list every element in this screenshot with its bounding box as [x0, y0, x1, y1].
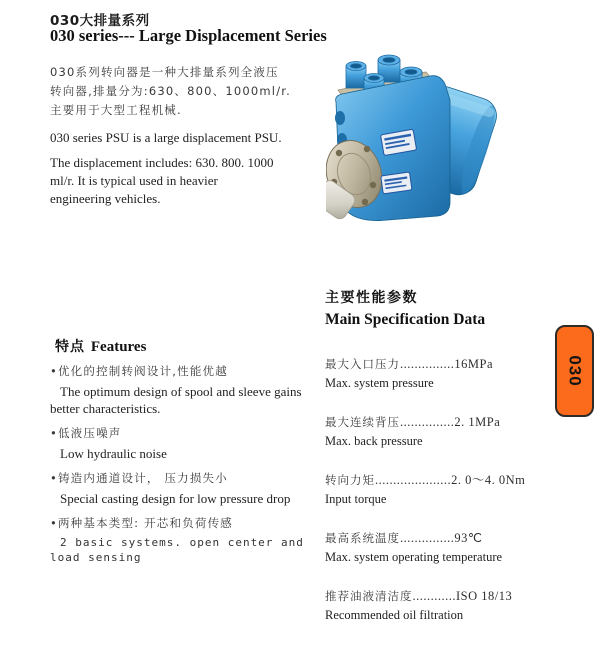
spec-label-en: Max. system operating temperature: [325, 550, 503, 564]
feature-en: Special casting design for low pressure drop: [60, 491, 291, 506]
feature-zh: •铸造内通道设计， 压力损失小: [50, 471, 228, 485]
spec-label-en: Input torque: [325, 492, 387, 506]
spec-dots: ...............: [400, 357, 455, 371]
feature-item: [50, 468, 308, 507]
hydraulic-steering-unit-image: [326, 52, 526, 232]
features-list: [50, 361, 308, 571]
series-index-tab: [555, 325, 594, 417]
product-photo: [326, 52, 526, 232]
intro-en2-line: engineering vehicles.: [50, 191, 161, 206]
intro-zh-line: 转向器,排量分为:630、800、1000ml/r.: [50, 84, 291, 98]
spec-dots: .....................: [375, 473, 452, 487]
spec-value: ISO 18/13: [456, 589, 513, 603]
specs-heading-zh: 主要性能参数: [325, 290, 418, 306]
feature-zh: •低液压噪声: [50, 426, 122, 440]
feature-en: Low hydraulic noise: [60, 446, 167, 461]
spec-item: [325, 528, 560, 566]
intro-zh-line: 030系列转向器是一种大排量系列全液压: [50, 65, 279, 79]
intro-zh-line: 主要用于大型工程机械.: [50, 103, 182, 117]
spec-item: [325, 412, 560, 450]
intro-en2-line: ml/r. It is typical used in heavier: [50, 173, 218, 188]
features-heading-en: Features: [90, 339, 147, 355]
specs-list: [325, 354, 560, 644]
feature-zh: •优化的控制转阀设计,性能优越: [50, 364, 228, 378]
spec-label-zh: 转向力矩: [325, 473, 375, 487]
spec-label-zh: 推荐油液清洁度: [325, 589, 413, 603]
spec-dots: ...............: [400, 531, 455, 545]
spec-item: [325, 586, 560, 624]
feature-en: The optimum design of spool and sleeve gains better characteristics.: [50, 384, 302, 416]
feature-item: [50, 361, 308, 417]
specs-heading-en: Main Specification Data: [325, 311, 486, 328]
spec-label-en: Max. system pressure: [325, 376, 434, 390]
spec-label-en: Max. back pressure: [325, 434, 423, 448]
feature-item: [50, 513, 308, 565]
spec-value: 16MPa: [454, 357, 493, 371]
page-title-zh: 030大排量系列: [50, 13, 150, 29]
spec-item: [325, 470, 560, 508]
intro-paragraph-en1: 030 series PSU is a large displacement PSU.: [50, 130, 282, 145]
spec-value: 93℃: [454, 531, 483, 545]
spec-dots: ...............: [400, 415, 455, 429]
intro-paragraph-zh: [50, 63, 330, 120]
feature-zh: •两种基本类型: 开芯和负荷传感: [50, 516, 234, 530]
series-index-tab-label: 030: [565, 355, 585, 387]
features-heading: [55, 336, 146, 356]
spec-dots: ............: [412, 589, 456, 603]
spec-value: 2. 1MPa: [454, 415, 501, 429]
spec-label-zh: 最大连续背压: [325, 415, 400, 429]
features-heading-zh: 特点: [55, 339, 85, 355]
spec-label-zh: 最大入口压力: [325, 357, 400, 371]
page-title-en: 030 series--- Large Displacement Series: [50, 26, 327, 45]
spec-value: 2. 0～4. 0Nm: [451, 473, 526, 487]
feature-en: 2 basic systems. open center and load sensing: [50, 536, 304, 564]
spec-item: [325, 354, 560, 392]
spec-label-zh: 最高系统温度: [325, 531, 400, 545]
intro-en2-line: The displacement includes: 630. 800. 1000: [50, 155, 274, 170]
intro-paragraph-en2: [50, 154, 330, 208]
spec-label-en: Recommended oil filtration: [325, 608, 464, 622]
feature-item: [50, 423, 308, 462]
